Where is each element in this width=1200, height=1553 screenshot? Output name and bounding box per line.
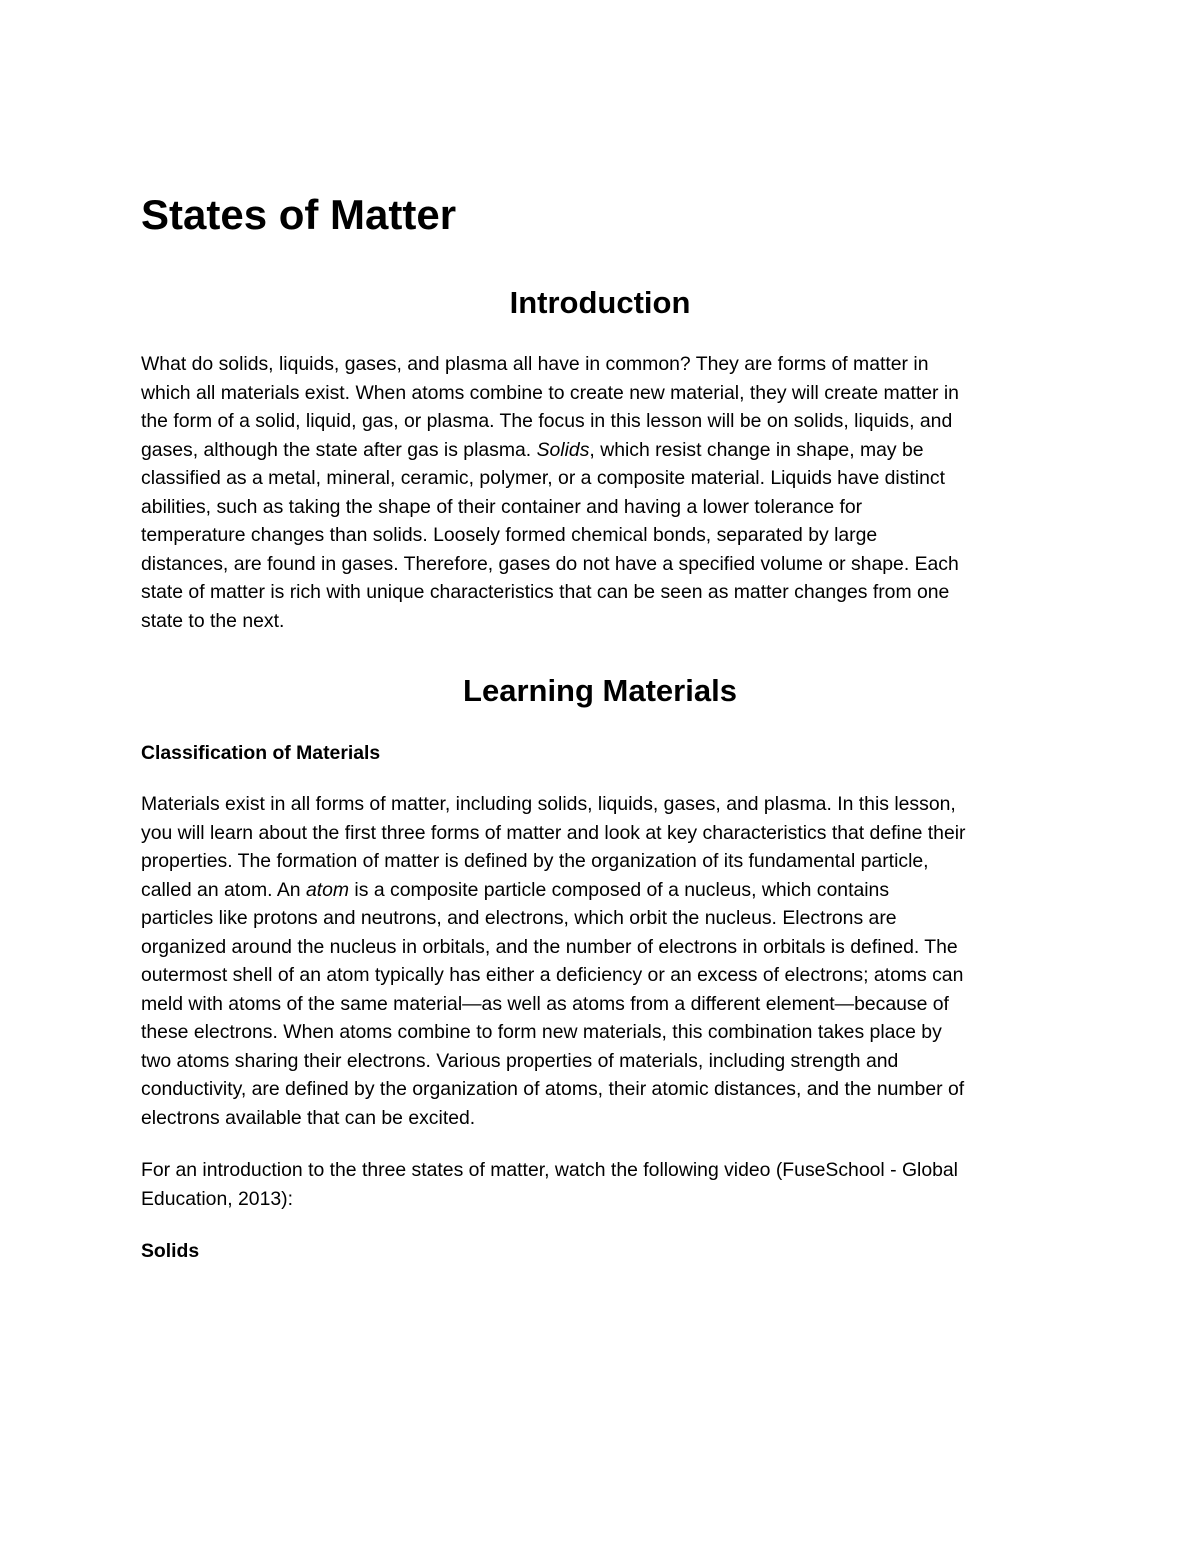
paragraph-line: For an introduction to the three states of matter, watch the following video (FuseSchool - Global	[141, 1159, 958, 1181]
paragraph-line: What do solids, liquids, gases, and plasma all have in common? They are forms of matter in	[141, 353, 929, 375]
paragraph-line: the form of a solid, liquid, gas, or plasma. The focus in this lesson will be on solids, liquids, and	[141, 410, 953, 432]
paragraph-line: conductivity, are defined by the organization of atoms, their atomic distances, and the number of	[141, 1078, 965, 1100]
video-intro-paragraph	[141, 1156, 1059, 1213]
paragraph-line: Education, 2013):	[141, 1187, 294, 1210]
paragraph-line: state of matter is rich with unique characteristics that can be seen as matter changes from one	[141, 581, 950, 603]
paragraph-line: gases, although the state after gas is plasma. Solids, which resist change in shape, may be	[141, 438, 924, 461]
solids-emphasis: Solids	[536, 438, 590, 461]
learning-materials-heading: Learning Materials	[463, 673, 737, 708]
paragraph-line: outermost shell of an atom typically has either a deficiency or an excess of electrons; atoms can	[141, 964, 964, 986]
paragraph-line: organized around the nucleus in orbitals, and the number of electrons in orbitals is defined. The	[141, 935, 958, 958]
paragraph-line: you will learn about the first three forms of matter and look at key characteristics that define their	[141, 821, 966, 844]
paragraph-line: these electrons. When atoms combine to form new materials, this combination takes place by	[141, 1021, 942, 1043]
introduction-heading: Introduction	[509, 285, 691, 320]
classification-heading: Classification of Materials	[141, 742, 381, 764]
paragraph-line: two atoms sharing their electrons. Various properties of materials, including strength and	[141, 1049, 899, 1072]
solids-heading: Solids	[141, 1240, 200, 1262]
classification-paragraph	[141, 790, 1059, 1132]
paragraph-line: state to the next.	[141, 609, 285, 632]
document-title: States of Matter	[141, 191, 457, 238]
paragraph-line: which all materials exist. When atoms combine to create new material, they will create matter in	[141, 381, 959, 404]
paragraph-line: particles like protons and neutrons, and electrons, which orbit the nucleus. Electrons are	[141, 907, 897, 929]
paragraph-line: called an atom. An atom is a composite particle composed of a nucleus, which contains	[141, 878, 890, 901]
paragraph-line: properties. The formation of matter is defined by the organization of its fundamental particle,	[141, 850, 929, 872]
paragraph-line: temperature changes than solids. Loosely formed chemical bonds, separated by large	[141, 524, 878, 546]
paragraph-line: electrons available that can be excited.	[141, 1106, 476, 1129]
paragraph-line: meld with atoms of the same material—as well as atoms from a different element—because of	[141, 992, 949, 1015]
introduction-paragraph	[141, 350, 1059, 635]
atom-emphasis: atom	[305, 878, 350, 901]
paragraph-line: Materials exist in all forms of matter, including solids, liquids, gases, and plasma. In this lesson,	[141, 793, 956, 815]
paragraph-line: distances, are found in gases. Therefore, gases do not have a specified volume or shape. Each	[141, 552, 959, 575]
paragraph-line: classified as a metal, mineral, ceramic, polymer, or a composite material. Liquids have distinct	[141, 467, 945, 489]
paragraph-line: abilities, such as taking the shape of their container and having a lower tolerance for	[141, 495, 863, 518]
